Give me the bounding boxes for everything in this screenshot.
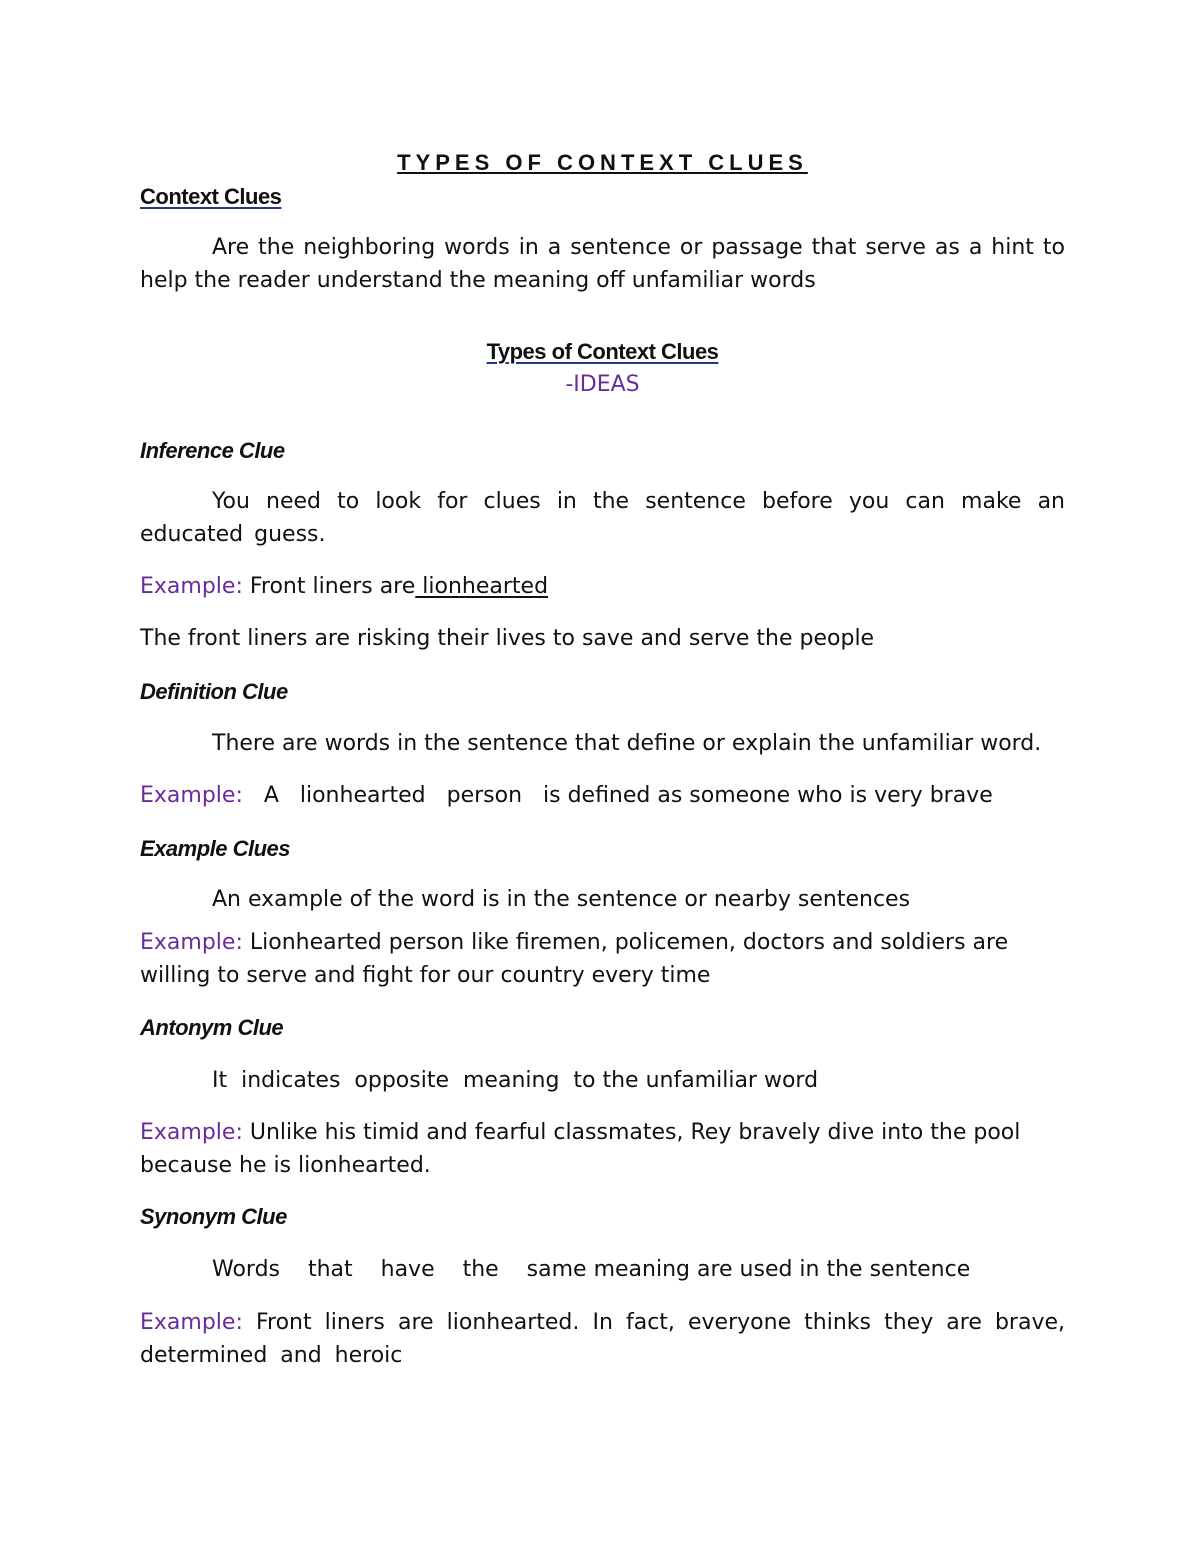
ideas-label: -IDEAS	[565, 372, 640, 397]
types-heading: Types of Context Clues	[486, 339, 719, 364]
antonym-description: It indicates opposite meaning to the unfamiliar word	[212, 1068, 819, 1093]
definition-example	[140, 779, 1065, 812]
example-clues-description: An example of the word is in the sentence or nearby sentences	[212, 887, 911, 912]
inference-description: You need to look for clues in the sentence before you can make an educated guess.	[140, 489, 1065, 547]
synonym-example	[140, 1306, 1065, 1372]
synonym-example-label: Example:	[140, 1310, 243, 1335]
antonym-example-text: Unlike his timid and fearful classmates, Rey bravely dive into the pool because he is lionhearted.	[140, 1120, 1021, 1178]
inference-heading-line	[140, 434, 1065, 468]
inference-example-label: Example:	[140, 574, 243, 599]
definition-example-label: Example:	[140, 783, 243, 808]
inference-follow-up: The front liners are risking their lives to save and serve the people	[140, 626, 875, 651]
antonym-heading: Antonym Clue	[140, 1015, 284, 1040]
definition-heading: Definition Clue	[140, 679, 288, 704]
example-clues-example-text: Lionhearted person like firemen, policemen, doctors and soldiers are willing to serve and fight for our country every time	[140, 930, 1009, 988]
synonym-heading: Synonym Clue	[140, 1204, 287, 1229]
inference-example-word: lionhearted	[415, 574, 549, 599]
example-clues-heading: Example Clues	[140, 836, 291, 861]
definition-description: There are words in the sentence that define or explain the unfamiliar word.	[212, 731, 1042, 756]
antonym-heading-line	[140, 1011, 1065, 1045]
definition-example-text: A lionhearted person is defined as someone who is very brave	[263, 783, 993, 808]
inference-example	[140, 570, 1065, 603]
synonym-heading-line	[140, 1200, 1065, 1234]
synonym-description: Words that have the same meaning are used in the sentence	[212, 1257, 971, 1282]
example-clues-example-label: Example:	[140, 930, 243, 955]
context-clues-heading-line	[140, 180, 1065, 214]
document-title-line	[140, 146, 1065, 180]
context-clues-heading: Context Clues	[140, 184, 282, 209]
types-heading-line	[140, 335, 1065, 369]
example-clues-example	[140, 926, 1065, 992]
example-clues-heading-line	[140, 832, 1065, 866]
antonym-example-label: Example:	[140, 1120, 243, 1145]
document-title: TYPES OF CONTEXT CLUES	[397, 150, 808, 175]
synonym-example-text: Front liners are lionhearted. In fact, everyone thinks they are brave, determined and heroic	[140, 1310, 1065, 1368]
antonym-example	[140, 1116, 1065, 1182]
inference-example-prefix: Front liners are	[249, 574, 416, 599]
definition-heading-line	[140, 675, 1065, 709]
inference-heading: Inference Clue	[140, 438, 285, 463]
context-clues-definition: Are the neighboring words in a sentence or passage that serve as a hint to help the reader understand the meaning off unfamiliar words	[140, 235, 1065, 293]
